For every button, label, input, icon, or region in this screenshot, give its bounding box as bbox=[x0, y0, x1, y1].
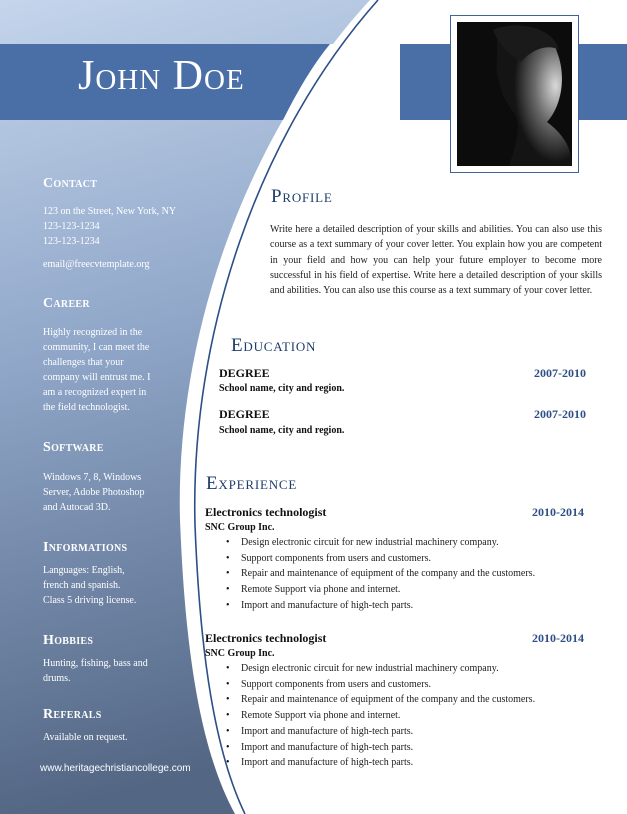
job-duty: • Support components from users and customers. bbox=[226, 551, 535, 567]
software-line: and Autocad 3D. bbox=[43, 502, 111, 513]
education-degree: DEGREE bbox=[219, 407, 270, 421]
software-heading: Software bbox=[43, 440, 104, 455]
career-line: am a recognized expert in bbox=[43, 387, 147, 398]
education-years: 2007-2010 bbox=[534, 407, 586, 421]
informations-heading: Informations bbox=[43, 540, 128, 555]
education-heading: Education bbox=[231, 335, 317, 356]
informations-line: Languages: English, bbox=[43, 565, 125, 576]
career-line: Highly recognized in the bbox=[43, 327, 143, 338]
profile-heading: Profile bbox=[271, 186, 333, 207]
contact-address: 123 on the Street, New York, NY bbox=[43, 206, 177, 217]
job-duty: • Import and manufacture of high-tech parts. bbox=[226, 740, 535, 756]
job-duty: • Remote Support via phone and internet. bbox=[226, 708, 535, 724]
contact-phone-2: 123-123-1234 bbox=[43, 236, 100, 247]
informations-line: Class 5 driving license. bbox=[43, 595, 137, 606]
profile-photo-frame bbox=[450, 15, 579, 173]
experience-heading: Experience bbox=[206, 473, 298, 494]
job-title: Electronics technologist bbox=[205, 631, 327, 645]
watermark: www.heritagechristiancollege.com bbox=[40, 763, 191, 774]
education-degree: DEGREE bbox=[219, 366, 270, 380]
hobbies-line: drums. bbox=[43, 673, 71, 684]
job-duty: • Import and manufacture of high-tech parts. bbox=[226, 755, 535, 771]
referals-line: Available on request. bbox=[43, 732, 128, 743]
job-years: 2010-2014 bbox=[532, 505, 584, 519]
hobbies-heading: Hobbies bbox=[43, 633, 94, 648]
job-duties-list bbox=[226, 535, 535, 614]
software-line: Windows 7, 8, Windows bbox=[43, 472, 142, 483]
profile-text: Write here a detailed description of your skills and abilities. You can also use this course as a text summary of your cover letter. You explain how you are competent in your field and how you can help your future employer to become more successful in his field of expertise. Write here a detailed description of your skills and abilities. You can also use this course as a text summary of your cover letter. bbox=[270, 224, 602, 297]
job-duty: • Repair and maintenance of equipment of the company and the customers. bbox=[226, 566, 535, 582]
informations-line: french and spanish. bbox=[43, 580, 121, 591]
job-company: SNC Group Inc. bbox=[205, 648, 275, 659]
education-school: School name, city and region. bbox=[219, 425, 345, 436]
job-duty: • Design electronic circuit for new industrial machinery company. bbox=[226, 535, 535, 551]
job-years: 2010-2014 bbox=[532, 631, 584, 645]
job-duties-list bbox=[226, 661, 535, 771]
career-line: community, I can meet the bbox=[43, 342, 150, 353]
hobbies-line: Hunting, fishing, bass and bbox=[43, 658, 148, 669]
profile-photo bbox=[457, 22, 572, 166]
job-duty: • Repair and maintenance of equipment of the company and the customers. bbox=[226, 692, 535, 708]
job-duty: • Import and manufacture of high-tech parts. bbox=[226, 724, 535, 740]
job-duty: • Remote Support via phone and internet. bbox=[226, 582, 535, 598]
career-line: the field technologist. bbox=[43, 402, 130, 413]
education-school: School name, city and region. bbox=[219, 383, 345, 394]
software-line: Server, Adobe Photoshop bbox=[43, 487, 145, 498]
career-line: company will entrust me. I bbox=[43, 372, 151, 383]
contact-phone-1: 123-123-1234 bbox=[43, 221, 100, 232]
job-duty: • Import and manufacture of high-tech parts. bbox=[226, 598, 535, 614]
education-years: 2007-2010 bbox=[534, 366, 586, 380]
job-title: Electronics technologist bbox=[205, 505, 327, 519]
career-line: challenges that your bbox=[43, 357, 124, 368]
contact-email[interactable]: email@freecvtemplate.org bbox=[43, 259, 150, 270]
career-heading: Career bbox=[43, 296, 90, 311]
job-company: SNC Group Inc. bbox=[205, 522, 275, 533]
candidate-name: John Doe bbox=[78, 53, 245, 99]
job-duty: • Design electronic circuit for new industrial machinery company. bbox=[226, 661, 535, 677]
job-duty: • Support components from users and customers. bbox=[226, 677, 535, 693]
contact-heading: Contact bbox=[43, 176, 98, 191]
referals-heading: Referals bbox=[43, 707, 102, 722]
